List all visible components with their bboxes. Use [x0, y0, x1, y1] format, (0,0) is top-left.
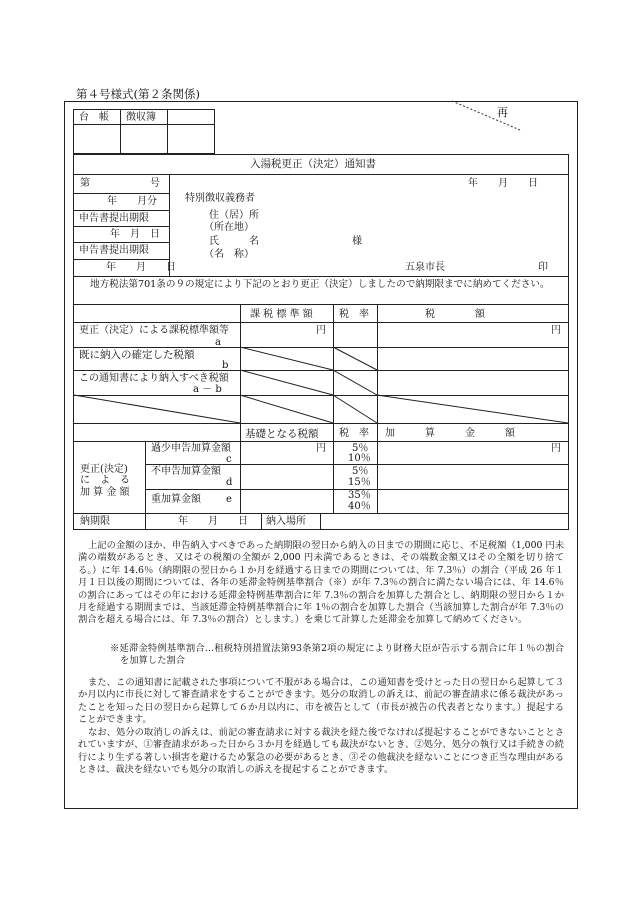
interest-paragraph: 上記の金額のほか、申告納入すべきであった納期限の翌日から納入の日までの期間に応じ、不足税額（1,000 円未満の端数があるとき、又はその税額の全額が 2,000 円未満であるときは、その端数金額又はその全額を切り捨てる。）に年 14.6％（納期限の翌日から１か月を経過する日までの期間については、年 7.3％）の割合（平成 26 年１月１日以後の期間については、各年の延滞金特例基準割合（※）が年 7.3％の割合に満たない場合には、年 14.6％の割合にあってはその年における延滞金特例基準割合に年 7.3％の割合を加算した割合とし、納期限の翌日から１か月を経過する期間までは、当該延滞金特例基準割合に年 1％の割合を加算した割合（当該加算した割合が年 7.3％の割合を超える場合には、年 7.3％の割合）とします。）を乗じて計算した延滞金を加算して納めてください。 [78, 540, 564, 626]
address-label: 住（居）所 [209, 210, 259, 221]
row-code-b: b [222, 360, 229, 371]
unit-yen: 円 [316, 325, 326, 336]
ledger-label: 台 帳 [79, 112, 109, 123]
form-label: 第４号様式(第２条関係) [76, 87, 200, 101]
penalty-rate-lower: 15％ [348, 477, 371, 488]
unit-yen: 円 [316, 443, 326, 454]
collection-book-label: 徴収簿 [126, 112, 156, 123]
name-sub-label: （名 称） [204, 249, 254, 260]
penalty-rate-upper: 35％ [348, 490, 371, 501]
notice-title: 入湯税更正（決定）通知書 [250, 158, 376, 170]
report-date-2: 年 月 日 [106, 262, 176, 273]
unit-yen: 円 [551, 325, 561, 336]
obligor-label: 特別徴収義務者 [185, 193, 255, 204]
penalty-row-label: 重加算金額 [151, 494, 201, 505]
penalty-group-label-1: 更正(決定) [80, 464, 128, 475]
mayor-label: 五泉市長 [405, 262, 445, 273]
honorific: 様 [352, 236, 362, 247]
lawsuit-paragraph: なお、処分の取消しの訴えは、前記の審査請求に対する裁決を経た後でなければ提起することができないこととされていますが、①審査請求があった日から３か月を経過しても裁決がないとき、②処分、処分の執行又は手続きの続行により生ずる著しい損害を避けるため緊急の必要があるとき、③その他裁決を経ないことにつき正当な理由があるときは、裁決を経ないでも処分の取消しの訴えを提起することができます。 [78, 727, 564, 776]
appeal-paragraph: また、この通知書に記載された事項について不服がある場合は、この通知書を受けとった日の翌日から起算して３か月以内に市長に対して審査請求をすることができます。処分の取消しの訴えは、前記の審査請求に係る裁決があったことを知った日の翌日から起算して６か月以内に、市を被告として（市長が被告の代表者となります。）提起することができます。 [78, 677, 564, 726]
number-prefix: 第 [80, 178, 90, 189]
payment-place-label: 納入場所 [266, 516, 306, 527]
col-tax-rate: 税 率 [339, 309, 369, 320]
address-sub-label: （所在地） [204, 222, 254, 233]
penalty-rate-lower: 10％ [348, 453, 371, 464]
number-suffix: 号 [150, 178, 160, 189]
penalty-group-label-2: に よ る [80, 475, 130, 486]
unit-yen: 円 [551, 443, 561, 454]
due-date-value: 年 月 日 [178, 516, 248, 527]
col-base-tax: 基礎となる税額 [245, 428, 319, 440]
penalty-rate-lower: 40％ [348, 501, 371, 512]
intro-text: 地方税法第701条の９の規定により下記のとおり更正（決定）しましたので納期限までに納めてください。 [90, 279, 550, 290]
row-corrected-base-label: 更正（決定）による課税標準額等 [79, 325, 229, 336]
col-penalty-rate: 税 率 [339, 428, 369, 439]
rate-note: ※延滞金特例基準割合…租税特別措置法第93条第2項の規定により財務大臣が告示する割合に年１％の割合を加算した割合 [110, 643, 564, 667]
penalty-rate-upper: 5％ [352, 466, 369, 477]
col-penalty-amount: 加 算 金 額 [385, 428, 515, 439]
penalty-row-label: 不申告加算金額 [151, 466, 221, 477]
report-deadline-label-2: 申告書提出期限 [79, 245, 149, 256]
year-month-label: 年 月分 [107, 196, 157, 207]
col-tax-amount: 税 額 [425, 309, 485, 320]
report-date-1: 年 月 日 [110, 229, 160, 240]
issue-date: 年 月 日 [468, 178, 538, 189]
reissue-mark: 再 [497, 106, 508, 119]
row-payable-tax-label: この通知書により納入すべき税額 [79, 373, 229, 384]
name-label: 氏 名 [209, 236, 259, 247]
row-confirmed-tax-label: 既に納入の確定した税額 [79, 349, 195, 361]
penalty-row-code: d [226, 477, 233, 488]
penalty-row-code: c [226, 454, 232, 465]
seal-mark: 印 [538, 262, 548, 273]
row-code-a: a [215, 337, 221, 348]
col-taxable-base: 課 税 標 準 額 [250, 309, 313, 320]
penalty-rate-upper: 5％ [352, 443, 369, 454]
penalty-row-code: e [226, 494, 232, 505]
penalty-row-label: 過少申告加算金額 [151, 443, 231, 454]
row-code-a-minus-b: a － b [193, 384, 222, 395]
report-deadline-label-1: 申告書提出期限 [79, 213, 149, 224]
penalty-group-label-3: 加 算 金 額 [80, 487, 130, 498]
due-date-label: 納期限 [80, 516, 110, 527]
